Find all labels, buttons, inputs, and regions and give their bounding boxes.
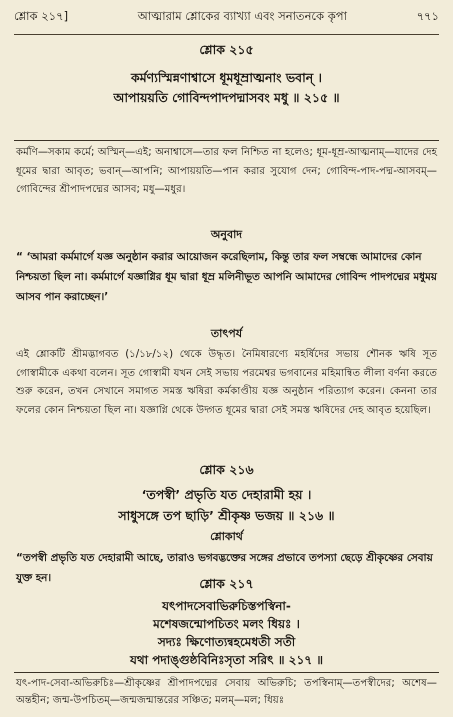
running-header [14,8,439,35]
verse-215-purport-block [0,324,453,420]
verse-215-synonyms: কর্মণি—সকাম কর্মে; অস্মিন্—এই; অনাশ্বাসে—তার ফল নিশ্চিত না হলেও; ধূম-ধূম্র-আত্মনাম্—যাদের দেহ ধূমের দ্বারা আবৃত; ভবান্—আপনি; আপায়য়তি—পান করার সুযোগ দেন; গোবিন্দ-পাদ-পদ্ম-আসবম্—গোবিন্দের শ্রীপাদপদ্মের আসব; মধু—মধুর। [16,147,437,195]
verse-215-text [0,68,453,108]
verse-215-label: শ্লোক ২১৫ [199,42,254,57]
verse-215-line-1: কর্মণ্যস্মিন্নণাশ্বাসে ধূমধূম্রাত্মনাং ভবান্ । [130,70,322,85]
header-chapter-title: আত্মারাম শ্লোকের ব্যাখ্যা এবং সনাতনকে কৃপা [137,9,347,23]
verse-216-label: শ্লোক ২১৬ [199,462,254,477]
header-page-number: ৭৭১ [416,9,439,23]
verse-215-purport-title: তাৎপর্য [210,327,243,340]
verse-217-synonyms: যৎ-পাদ-সেবা-অভিরুচিঃ—শ্রীকৃষ্ণের শ্রীপাদপদ্মের সেবায় অভিরুচি; তপস্বিনাম্—তপস্বীদের; অশেষ—অন্তহীন; জন্ম-উপচিতম্—জন্মজন্মান্তরের সঞ্চিত; মলম্—মল; ধিয়ঃ [16,678,437,706]
verse-216-line-1: ‘তপস্বী’ প্রভৃতি যত দেহারামী হয় । [141,487,312,502]
verse-217-line-1: যৎপাদসেবাভিরুচিস্তপস্বিনা- [162,599,291,613]
divider [14,140,439,141]
verse-216-line-2: সাধুসঙ্গে তপ ছাড়ি’ শ্রীকৃষ্ণ ভজয় ॥ ২১৬ ॥ [118,508,335,523]
verse-217-label: শ্লোক ২১৭ [199,576,254,591]
verse-217-line-2: মশেষজন্মোপচিতং মলং ধিয়ঃ । [153,617,300,631]
verse-215-synonyms-block [0,140,453,200]
verse-217-line-3: সদ্যঃ ক্ষিণোত্যন্বহমেধতী সতী [157,635,296,649]
verse-216-block [0,462,453,588]
verse-216-translation-title: শ্লোকার্থ [210,530,243,543]
verse-217-line-4: যথা পদাঙ্গুষ্ঠবিনিঃসৃতা সরিৎ ॥ ২১৭ ॥ [129,653,324,667]
header-verse-ref: শ্লোক ২১৭] [14,9,69,23]
verse-217-block [0,576,453,669]
verse-216-text [0,484,453,526]
verse-215-block [0,42,453,108]
verse-215-purport: এই শ্লোকটি শ্রীমদ্ভাগবত (১/১৮/১২) থেকে উদ্ধৃত। নৈমিষারণ্যে মহর্ষিদের সভায় শৌনক ঋষি সূত গোস্বামীকে একথা বলেন। সূত গোস্বামী যখন সেই সভায় পরমেশ্বর ভগবানের মহিমান্বিত লীলা বর্ণনা করতে শুরু করেন, তখন সেখানে সমাগত সমস্ত ঋষিরা কর্মকাণ্ডীয় যজ্ঞ অনুষ্ঠান পরিত্যাগ করেন। কেননা তার ফলের কোন নিশ্চয়তা ছিল না। যজ্ঞাগ্নি থেকে উদ্গত ধূমের দ্বারা সেই সমস্ত ঋষিদের দেহ আবৃত হয়েছিল। [16,349,437,416]
verse-215-translation: “ ‘আমরা কর্মমার্গে যজ্ঞ অনুষ্ঠান করার আয়োজন করেছিলাম, কিন্তু তার ফল সম্বন্ধে আমাদের কোন নিশ্চয়তা ছিল না। কর্মমার্গে যজ্ঞাগ্নির ধূম দ্বারা ধূম্র মলিনীভূত আপনি আমাদের গোবিন্দ পাদপদ্মের মধুময় আসব পান করাচ্ছেন।’ [16,251,437,303]
verse-217-text [0,597,453,669]
verse-216-translation: “তপস্বী প্রভৃতি যত দেহারামী আছে, তারাও ভগবদ্ভক্তের সঙ্গের প্রভাবে তপস্যা ছেড়ে শ্রীকৃষ্ণের সেবায় যুক্ত হন। [16,552,433,584]
verse-215-translation-block [0,225,453,307]
verse-217-synonyms-block [0,672,453,709]
divider [14,672,439,673]
verse-215-translation-title: অনুবাদ [210,228,243,241]
verse-215-line-2: আপায়য়তি গোবিন্দপাদপদ্মাসবং মধু ॥ ২১৫ ॥ [113,90,340,105]
